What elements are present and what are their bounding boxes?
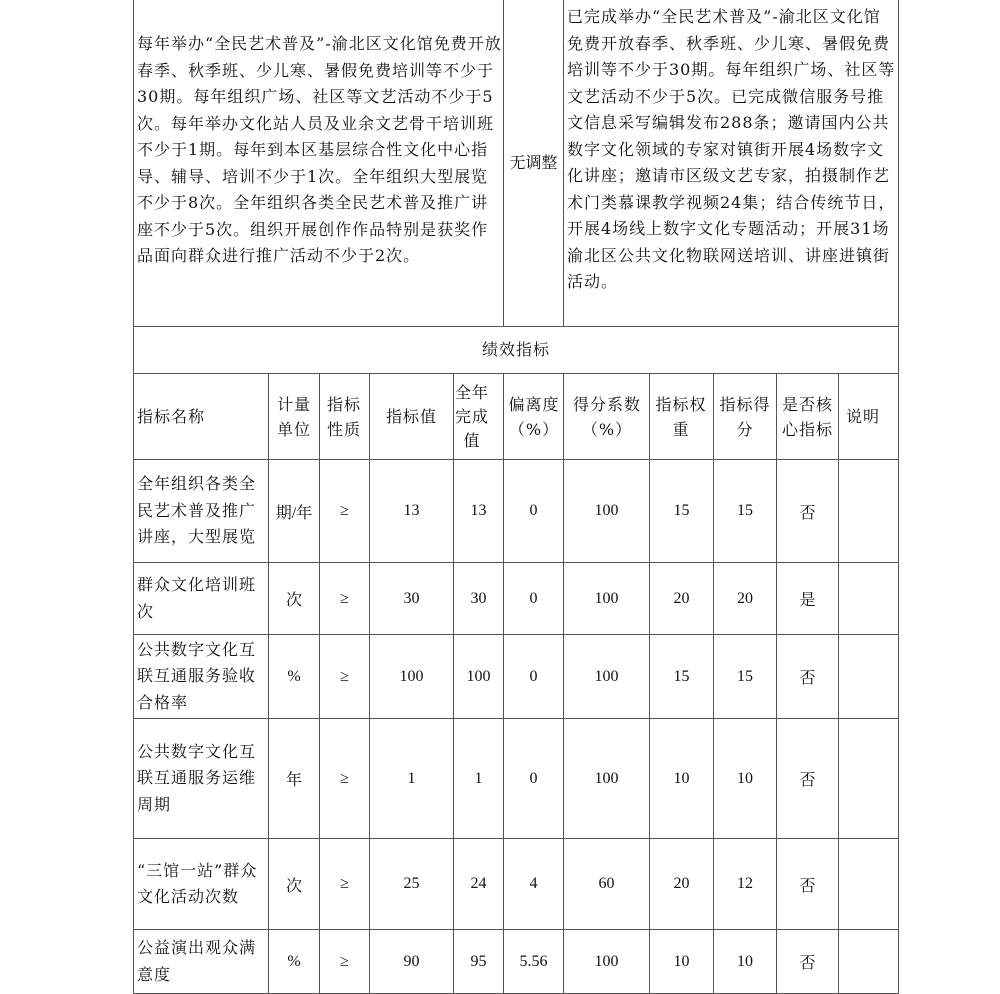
indicator-name: 全年组织各类全民艺术普及推广讲座，大型展览 [137,474,257,547]
note [839,839,898,929]
completion-text: 已完成举办“全民艺术普及”-渝北区文化馆免费开放春季、秋季班、少儿寒、暑假免费培训等不少于30期。每年组织广场、社区等文艺活动不少于5次。已完成微信服务号推文信息采写编辑发布288条；邀请国内公共数字文化领域的专家对镇街开展4场数字文化讲座；邀请市区级文艺专家，拍摄制作艺术门类慕课教学视频24集；结合传统节日，开展4场线上数字文化专题活动；开展31场渝北区公共文化物联网送培训、讲座进镇街活动。 [567,7,896,291]
unit: 次 [285,877,302,895]
actual-value: 100 [466,667,491,685]
actual-value: 30 [470,589,487,607]
score: 12 [737,875,753,892]
target-value: 13 [403,502,420,519]
target-value: 1 [407,769,416,787]
unit: 期/年 [275,504,313,522]
deviation: 0 [529,667,538,685]
coefficient: 100 [594,952,619,970]
target-value: 100 [399,667,424,685]
weight: 20 [673,875,690,892]
nature: ≥ [340,952,349,970]
deviation: 0 [529,589,538,607]
score: 20 [737,589,753,607]
note [839,460,898,562]
performance-table [133,0,899,994]
coefficient: 100 [594,667,619,685]
unit: 年 [285,772,302,789]
header-target: 指标值 [385,407,437,426]
weight: 10 [673,769,690,787]
deviation: 4 [529,875,538,892]
target-value: 90 [403,952,420,970]
score: 15 [737,502,753,519]
indicator-name: 群众文化培训班次 [137,575,257,621]
unit: % [287,667,301,685]
coefficient: 60 [598,875,615,892]
header-unit: 计量单位 [276,394,311,439]
coefficient: 100 [594,502,619,519]
header-score: 指标得分 [719,394,771,439]
target-value: 25 [403,875,420,892]
deviation: 0 [529,769,538,787]
header-indicator-name: 指标名称 [137,407,206,426]
nature: ≥ [340,667,349,685]
core-flag: 否 [799,670,816,687]
weight: 10 [673,952,690,970]
deviation: 0 [529,502,538,519]
adjustment-text: 无调整 [509,152,558,172]
indicator-name: 公共数字文化互联互通服务运维周期 [137,741,257,814]
header-actual: 全年完成值 [455,382,489,450]
note [839,563,898,634]
note [839,930,898,993]
actual-value: 95 [470,952,487,970]
header-deviation: 偏离度（%） [508,394,560,439]
coefficient: 100 [594,769,619,787]
target-value: 30 [403,589,420,607]
indicator-name: “三馆一站”群众文化活动次数 [137,860,258,906]
indicator-name: 公共数字文化互联互通服务验收合格率 [137,639,257,712]
unit: 次 [285,592,302,609]
header-nature: 指标性质 [326,394,361,439]
nature: ≥ [340,769,349,787]
weight: 20 [673,589,690,607]
note [839,719,898,838]
core-flag: 否 [799,504,816,522]
core-flag: 否 [799,877,816,895]
score: 10 [737,952,753,970]
deviation: 5.56 [519,952,548,970]
header-coefficient: 得分系数（%） [572,394,641,439]
weight: 15 [673,502,690,519]
unit: % [287,952,301,970]
header-weight: 指标权重 [655,394,707,439]
core-flag: 否 [799,772,816,789]
annual-plan-text: 每年举办“全民艺术普及”-渝北区文化馆免费开放春季、秋季班、少儿寒、暑假免费培训等不少于30期。每年组织广场、社区等文艺活动不少于5次。每年举办文化站人员及业余文艺骨干培训班不少于1期。每年到本区基层综合性文化中心指导、辅导、培训不少于1次。全年组织大型展览不少于8次。全年组织各类全民艺术普及推广讲座不少于5次。组织开展创作作品特别是获奖作品面向群众进行推广活动不少于2次。 [137,34,502,265]
actual-value: 24 [470,875,487,892]
nature: ≥ [340,875,349,892]
indicator-name: 公益演出观众满意度 [137,938,257,984]
nature: ≥ [340,589,349,607]
coefficient: 100 [594,589,619,607]
weight: 15 [673,667,690,685]
section-title: 绩效指标 [481,339,550,359]
note [839,635,898,718]
core-flag: 否 [799,955,816,972]
header-note: 说明 [845,407,880,426]
score: 10 [737,769,753,787]
actual-value: 13 [470,502,487,519]
actual-value: 1 [474,769,483,787]
nature: ≥ [340,502,349,519]
core-flag: 是 [799,592,816,609]
header-core: 是否核心指标 [781,394,833,439]
score: 15 [737,667,753,685]
